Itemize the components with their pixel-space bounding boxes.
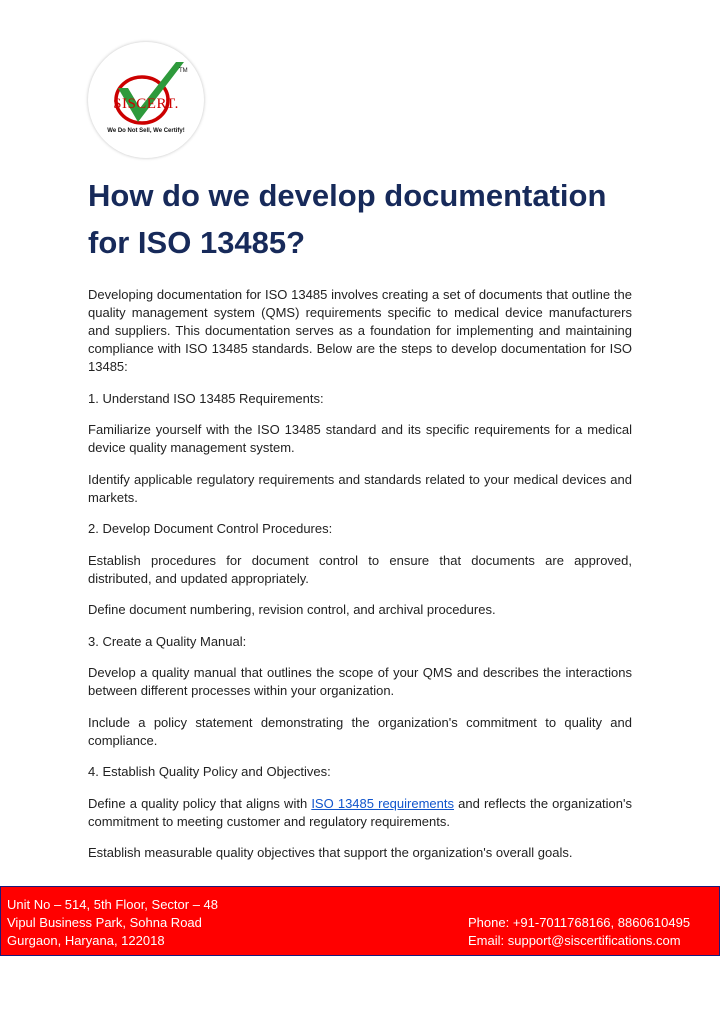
address-line-1: Unit No – 514, 5th Floor, Sector – 48 [7,897,219,912]
step-4-text-after-link: and reflects the organization's commitment to meeting customer and regulatory requirements. [88,795,632,829]
step-2-heading: 2. Develop Document Control Procedures: [88,521,333,536]
step-3-paragraph-2: Include a policy statement demonstrating the organization's commitment to quality and compliance. [88,714,632,748]
step-1-paragraph-2: Identify applicable regulatory requirements and standards related to your medical devices and markets. [88,471,632,505]
address-line-3: Gurgaon, Haryana, 122018 [7,933,165,948]
footer-phone: Phone: +91-7011768166, 8860610495 [468,915,691,930]
iso-13485-requirements-link[interactable]: ISO 13485 requirements [311,795,454,811]
step-4-heading: 4. Establish Quality Policy and Objectives: [88,764,331,779]
trademark-mark: TM [179,68,188,74]
step-2-paragraph-1: Establish procedures for document control to ensure that documents are approved, distributed, and updated appropriately. [88,552,632,586]
footer-address [7,896,218,950]
contact-footer [0,886,720,956]
intro-paragraph: Developing documentation for ISO 13485 involves creating a set of documents that outline the quality management system (QMS) requirements specific to medical device manufacturers and suppliers. This documentation serves as a foundation for implementing and maintaining compliance with ISO 13485 standards. Below are the steps to develop documentation for ISO 13485: [88,287,632,374]
footer-email: Email: support@siscertifications.com [468,933,681,948]
logo-tagline: We Do Not Sell, We Certify! [107,128,185,134]
footer-contact [468,914,690,950]
page-title: How do we develop documentation for ISO 13485? [88,178,607,260]
document-body [88,172,632,876]
step-4-text-before-link: Define a quality policy that aligns with [88,795,312,811]
step-4-paragraph-1 [88,795,632,831]
address-line-2: Vipul Business Park, Sohna Road [7,915,202,930]
step-4-paragraph-2: Establish measurable quality objectives that support the organization's overall goals. [88,845,573,860]
step-2-paragraph-2: Define document numbering, revision control, and archival procedures. [88,602,496,617]
logo-brand-text: SISCERT. [113,96,179,112]
company-logo [88,42,204,158]
step-3-paragraph-1: Develop a quality manual that outlines the scope of your QMS and describes the interactions between different processes within your organization. [88,665,632,698]
step-1-heading: 1. Understand ISO 13485 Requirements: [88,390,324,406]
step-3-heading: 3. Create a Quality Manual: [88,633,247,649]
step-1-paragraph-1: Familiarize yourself with the ISO 13485 standard and its specific requirements for a medical device quality management system. [88,422,632,455]
